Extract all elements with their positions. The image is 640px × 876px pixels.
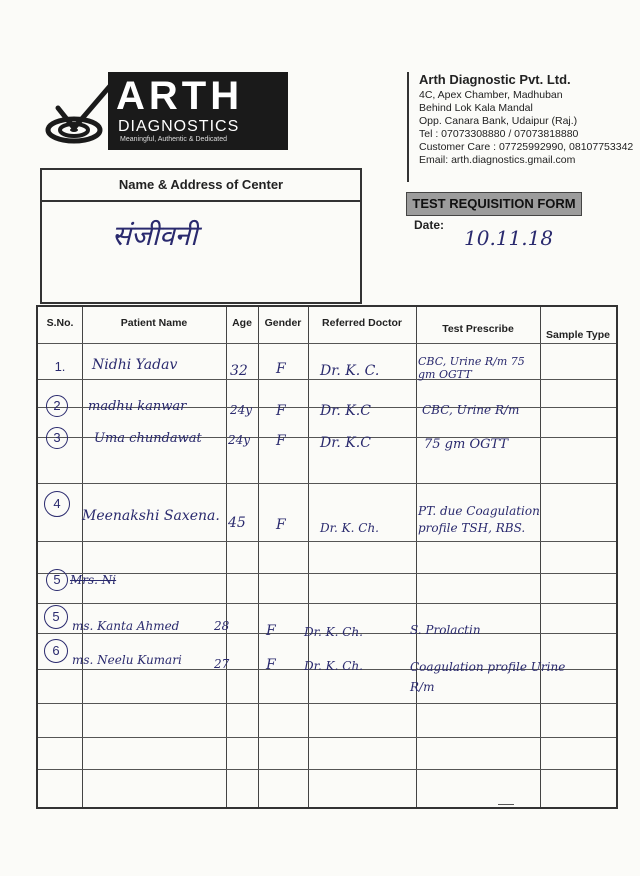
- header-sno: S.No.: [46, 317, 74, 329]
- row-divider: [38, 541, 616, 542]
- row-1-age: 32: [230, 363, 248, 379]
- header-referred-doctor: Referred Doctor: [322, 317, 402, 329]
- row-5-sno: 5: [46, 569, 68, 591]
- row-6-gender: F: [266, 623, 276, 639]
- row-7-gender: F: [266, 657, 276, 673]
- header-sample-type: Sample Type: [546, 329, 610, 341]
- center-box: [40, 168, 362, 304]
- row-7-sno: 6: [44, 639, 68, 663]
- row-divider: [38, 483, 616, 484]
- row-2-doctor: Dr. K.C: [320, 403, 371, 419]
- row-7-test: Coagulation profile Urine R/m: [410, 660, 566, 694]
- logo-tagline: Meaningful, Authentic & Dedicated: [120, 136, 228, 143]
- col-divider: [416, 307, 417, 807]
- row-1-gender: F: [276, 361, 286, 377]
- row-4-gender: F: [276, 517, 286, 533]
- initial-mark: [498, 796, 514, 805]
- row-1-name: Nidhi Yadav: [92, 357, 178, 373]
- logo-brand: ARTH: [116, 74, 244, 118]
- row-1-doctor: Dr. K. C.: [320, 363, 380, 379]
- header-gender: Gender: [264, 317, 302, 329]
- col-divider: [226, 307, 227, 807]
- date-value: 10.11.18: [464, 226, 554, 250]
- company-name: Arth Diagnostic Pvt. Ltd.: [419, 72, 571, 87]
- col-divider: [540, 307, 541, 807]
- logo-subbrand: DIAGNOSTICS: [118, 118, 240, 135]
- row-4-test: PT. due Coagulation profile TSH, RBS.: [418, 504, 540, 535]
- row-3-gender: F: [276, 433, 286, 449]
- date-label: Date:: [414, 218, 445, 232]
- row-6-test: S. Prolactin: [410, 623, 481, 637]
- row-divider: [38, 573, 616, 574]
- row-7-name: ms. Neelu Kumari: [72, 653, 182, 667]
- row-4-sno: 4: [44, 491, 70, 517]
- center-title: Name & Address of Center: [42, 170, 360, 202]
- logo-badge: [108, 72, 288, 150]
- address-line-3: Opp. Canara Bank, Udaipur (Raj.): [419, 115, 578, 127]
- row-3-name: Uma chundawat: [94, 431, 202, 446]
- row-1-test: CBC, Urine R/m 75 gm OGTT: [418, 355, 525, 381]
- header-patient-name: Patient Name: [120, 317, 188, 329]
- row-divider: [38, 737, 616, 738]
- header-test-prescribe: Test Prescribe: [442, 323, 514, 335]
- row-6-doctor: Dr. K. Ch.: [304, 625, 363, 639]
- row-3-doctor: Dr. K.C: [320, 435, 371, 451]
- form-title: TEST REQUISITION FORM: [406, 192, 582, 216]
- target-check-icon: [44, 82, 114, 146]
- row-divider: [38, 703, 616, 704]
- company-info: [407, 72, 640, 182]
- row-2-gender: F: [276, 403, 286, 419]
- row-6-name: ms. Kanta Ahmed: [72, 619, 180, 633]
- col-divider: [258, 307, 259, 807]
- row-2-test: CBC, Urine R/m: [422, 403, 520, 417]
- col-divider: [82, 307, 83, 807]
- row-divider: [38, 603, 616, 604]
- company-care: Customer Care : 07725992990, 08107753342: [419, 141, 634, 153]
- company-tel: Tel : 07073308880 / 07073818880: [419, 128, 579, 140]
- header-age: Age: [232, 317, 252, 329]
- row-2-name: madhu kanwar: [88, 399, 187, 414]
- col-divider: [308, 307, 309, 807]
- row-7-doctor: Dr. K. Ch.: [304, 659, 363, 673]
- address-line-1: 4C, Apex Chamber, Madhuban: [419, 89, 563, 101]
- row-4-age: 45: [228, 515, 246, 531]
- row-2-age: 24y: [230, 403, 253, 417]
- company-email: Email: arth.diagnostics.gmail.com: [419, 154, 576, 166]
- patient-table: [36, 305, 618, 809]
- row-2-sno: 2: [46, 395, 68, 417]
- company-logo: [44, 72, 244, 148]
- row-4-doctor: Dr. K. Ch.: [320, 521, 379, 535]
- row-1-sno: 1.: [54, 359, 66, 374]
- row-4-name: Meenakshi Saxena.: [82, 508, 220, 524]
- row-3-sno: 3: [46, 427, 68, 449]
- row-3-age: 24y: [228, 433, 251, 447]
- address-line-2: Behind Lok Kala Mandal: [419, 102, 533, 114]
- row-5-name: Mrs. Ni: [70, 573, 117, 587]
- row-divider: [38, 769, 616, 770]
- row-3-test: 75 gm OGTT: [424, 437, 509, 452]
- center-value: संजीवनी: [112, 219, 198, 252]
- row-divider: [38, 343, 616, 344]
- row-7-age: 27: [214, 657, 230, 671]
- row-6-sno: 5: [44, 605, 68, 629]
- row-6-age: 28: [214, 619, 230, 633]
